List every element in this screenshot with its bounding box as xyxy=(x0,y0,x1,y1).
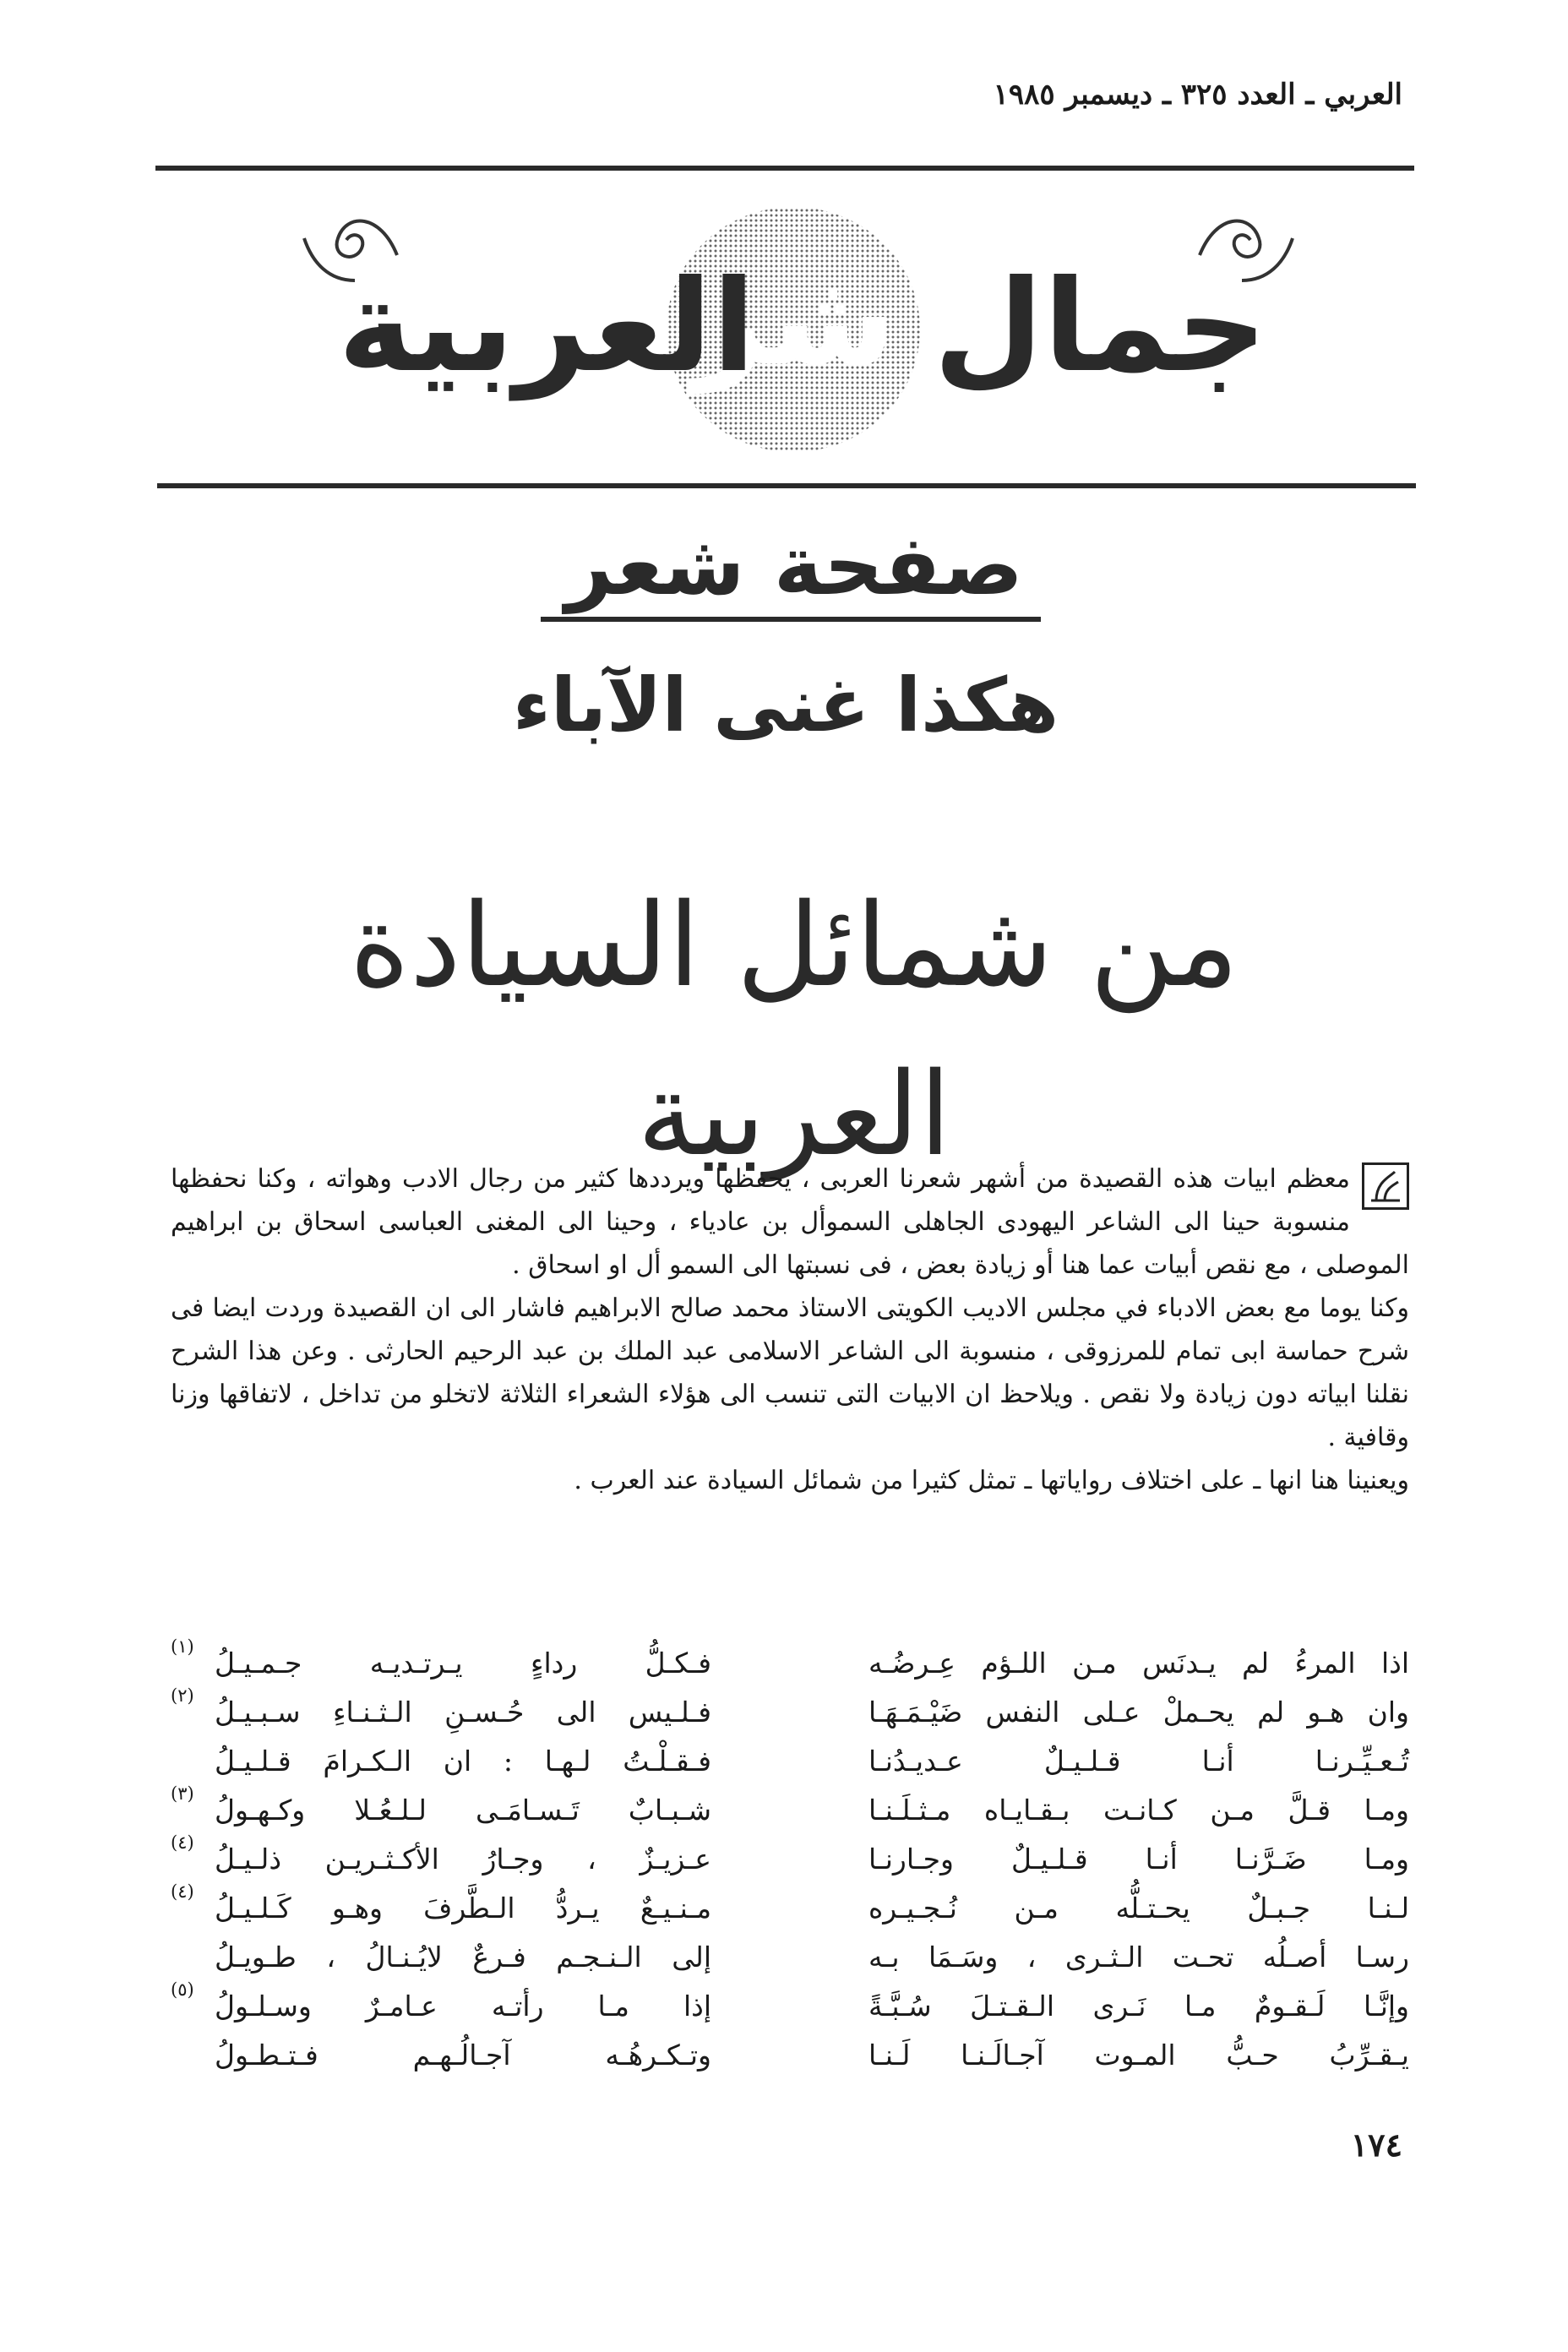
footnote-marker: (٣) xyxy=(171,1783,194,1804)
verse-hemistich xyxy=(171,2031,711,2080)
masthead-word-right: جمال xyxy=(933,253,1267,400)
section-label-underline xyxy=(541,617,1041,622)
verse-text: فـقـلْـتُ لـهـا : ان الـكـرامَ قـلـيـلُ xyxy=(215,1745,711,1778)
section-subtitle: هكذا غنى الآباء xyxy=(512,662,1059,749)
verse-hemistich: يـقـرِّبُ حـبُّ المـوت آجـالَـنـا لَـنـا xyxy=(868,2039,1409,2072)
page-number: ١٧٤ xyxy=(1350,2126,1402,2164)
intro-paragraph: ويعنينا هنا انها ـ على اختلاف رواياتها ـ تمثل كثيرا من شمائل السيادة عند العرب . xyxy=(574,1466,1409,1495)
running-header: العربي ـ العدد ٣٢٥ ـ ديسمبر ١٩٨٥ xyxy=(993,78,1402,112)
footnote-marker: (٢) xyxy=(171,1685,194,1706)
verse-text: شـبـابٌ تَـسـامَـى لـلـعُـلا وكـهـولُ xyxy=(215,1794,711,1827)
poem-verses xyxy=(171,1636,1409,2112)
footnote-marker: (٥) xyxy=(171,1979,194,2000)
masthead-word-left: العربية xyxy=(338,253,756,400)
verse-hemistich: رسـا أصـلُه تحـت الـثـرى ، وسَـمَا بـه xyxy=(868,1941,1409,1974)
verse-hemistich: اذا المرءُ لم يـدنَس مـن اللـؤم عِـرضُـه xyxy=(868,1647,1409,1680)
section-emblem-icon xyxy=(1362,1162,1409,1210)
intro-paragraph: وكنا يوما مع بعض الادباء في مجلس الاديب الكويتى الاستاذ محمد صالح الابراهيم فاشار الى ان القصيدة وردت ايضا فى شرح حماسة ابى تمام للمرزوقى ، منسوبة الى الشاعر الاسلامى عبد الملك بن عبد الرحيم الحارثى . وعن هذا الشرح نقلنا ابياته دون زيادة ولا نقص . ويلاحظ ان الابيات التى تنسب الى هؤلاء الشعراء الثلاثة لاتخلو من تداخل ، لاتفاقها وزنا وقافية . xyxy=(171,1293,1409,1452)
verse-text: فـلـيس الى حُـسـنِ الـثـنـاءِ سـبـيـلُ xyxy=(215,1696,711,1729)
ornament-icon xyxy=(296,204,406,297)
verse-hemistich: وان هـو لم يحـملْ عـلى النفس ضَيْـمَـهَـا xyxy=(868,1696,1409,1729)
verse-text: إلى الـنـجـم فـرعٌ لايُـنـالُ ، طـويـلُ xyxy=(215,1941,711,1974)
verse-hemistich xyxy=(171,1881,711,1933)
verse-hemistich: لـنـا جـبـلٌ يحـتـلُّه مـن نُـجـيـره xyxy=(868,1892,1409,1925)
verse-text: عـزيـزٌ ، وجـارُ الأكـثـريـن ذلـيـلُ xyxy=(215,1843,711,1876)
verse-text: وتـكـرهُـه آجـالُـهـم فـتـطـولُ xyxy=(215,2039,711,2072)
footnote-marker: (٤) xyxy=(171,1832,194,1853)
masthead xyxy=(321,196,1267,466)
footnote-marker: (١) xyxy=(171,1636,194,1657)
verse-hemistich xyxy=(171,1737,711,1786)
ornament-icon xyxy=(1191,204,1301,297)
verse-text: فـكـلُّ رداءٍ يـرتـديـه جـمـيـلُ xyxy=(215,1647,711,1680)
verse-hemistich xyxy=(171,1636,711,1688)
verse-column-second-hemistich xyxy=(171,1636,711,2080)
verse-hemistich xyxy=(171,1979,711,2031)
poem-title: من شمائل السيادة العربية xyxy=(349,879,1239,1182)
verse-text: مـنـيـعٌ يـردُّ الـطَّرفَ وهـو كَـلـيـلُ xyxy=(215,1892,711,1925)
verse-hemistich: ومـا قـلَّ مـن كـانـت بـقـايـاه مـثـلَـنـا xyxy=(868,1794,1409,1827)
middle-rule xyxy=(157,483,1416,488)
section-label: صفحة شعر xyxy=(564,518,1024,614)
footnote-marker: (٤) xyxy=(171,1881,194,1902)
intro-paragraph: معظم ابيات هذه القصيدة من أشهر شعرنا العربى ، يحفظها ويرددها كثير من رجال الادب وهواته ، وكنا نحفظها منسوبة حينا الى الشاعر اليهودى الجاهلى السموأل بن عادياء ، وحينا الى المغنى العباسى اسحاق بن ابراهيم الموصلى ، مع نقص أبيات عما هنا أو زيادة بعض ، فى نسبتها الى السمو أل او اسحاق . xyxy=(171,1164,1409,1280)
top-rule xyxy=(155,166,1414,171)
verse-hemistich xyxy=(171,1685,711,1737)
verse-hemistich xyxy=(171,1832,711,1884)
verse-text: إذا مـا رأتـه عـامـرٌ وسـلـولُ xyxy=(215,1990,711,2023)
verse-hemistich: ومـا ضَـرَّنـا أنـا قـلـيـلٌ وجـارنـا xyxy=(868,1843,1409,1876)
verse-column-first-hemistich xyxy=(868,1639,1409,2080)
verse-hemistich: تُـعـيِّـرنـا أنـا قـلـيـلٌ عـديـدُنـا xyxy=(868,1745,1409,1778)
verse-hemistich: وإنَّـا لَـقـومٌ مـا نَـرى الـقـتـلَ سُـبَّـةً xyxy=(868,1990,1409,2023)
masthead-logo-glyph: شر xyxy=(691,247,896,394)
intro-text xyxy=(171,1157,1409,1502)
verse-hemistich xyxy=(171,1783,711,1835)
verse-hemistich xyxy=(171,1933,711,1982)
